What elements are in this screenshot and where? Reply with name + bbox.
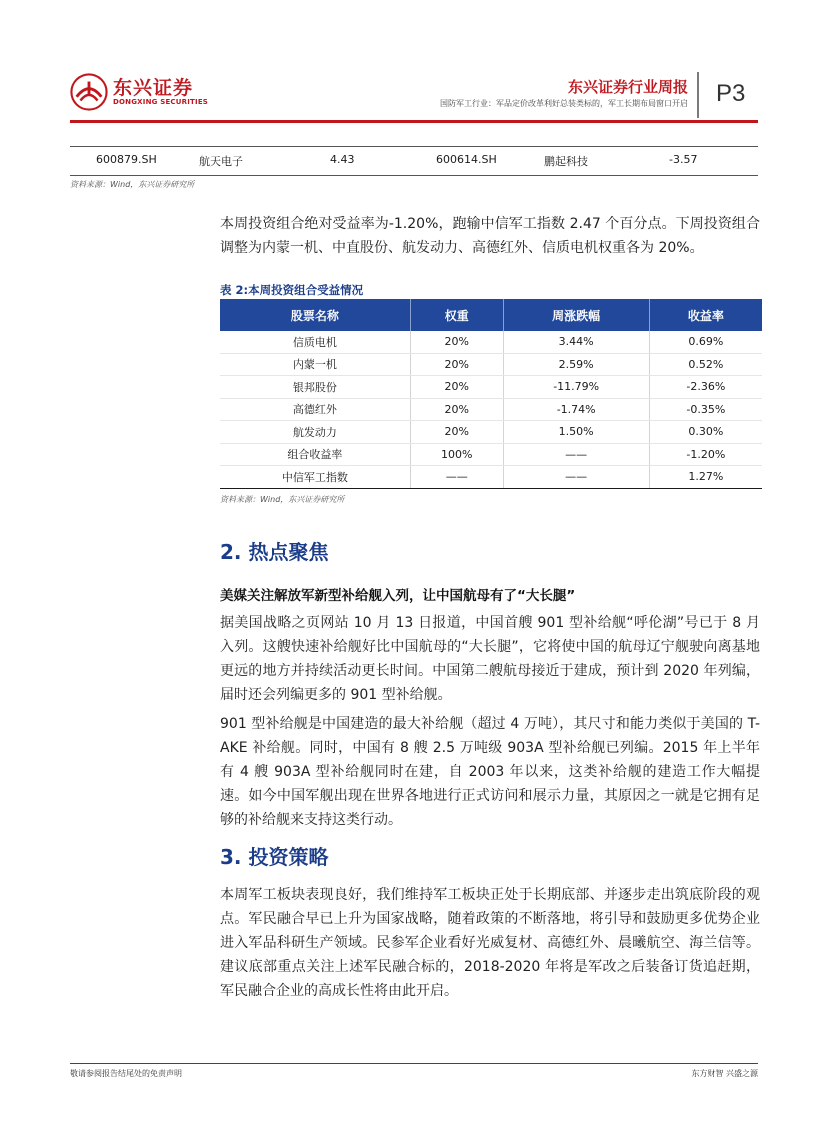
portfolio-table [220,299,762,489]
news-paragraph: 901 型补给舰是中国建造的最大补给舰（超过 4 万吨），其尺寸和能力类似于美国的 T-AKE 补给舰。同时，中国有 8 艘 2.5 万吨级 903A 型补给舰已列编。2015 年上半年有 4 艘 903A 型补给舰同时在建，自 2003 年以来，这类补给舰的建造工作大幅提速。如今中国军舰出现在世界各地进行正式访问和展示力量，其原因之一就是它拥有足够的补给舰来支持这类行动。 [220,716,760,828]
news-title: 美媒关注解放军新型补给舰入列，让中国航母有了“大长腿” [220,588,576,604]
header-divider [697,72,699,118]
table-cell: 航发动力 [220,421,410,444]
footer-rule [70,1063,758,1064]
table-cell: 20% [410,421,503,444]
table-row [220,353,762,376]
table-cell: 20% [410,376,503,399]
source-note: 资料来源：Wind，东兴证券研究所 [220,495,345,504]
stock-code: 600879.SH [96,153,157,166]
table-cell: 中信军工指数 [220,466,410,489]
table-cell: 0.30% [649,421,762,444]
table-row [220,331,762,353]
report-subtitle: 国防军工行业：军品定价改革利好总装类标的，军工长期布局窗口开启 [440,99,688,108]
table-row [220,466,762,489]
column-header: 股票名称 [220,299,410,331]
table-row [220,443,762,466]
section-heading: 3. 投资策略 [220,845,329,869]
news-paragraph: 据美国战略之页网站 10 月 13 日报道，中国首艘 901 型补给舰“呼伦湖”号已于 8 月入列。这艘快速补给舰好比中国航母的“大长腿”，它将使中国的航母辽宁舰驶向离基地更远的地方并持续活动更长时间。中国第二艘航母接近于建成，预计到 2020 年列编，届时还会列编更多的 901 型补给舰。 [220,615,760,703]
table-cell: 高德红外 [220,398,410,421]
table-row [220,421,762,444]
table-header-row [220,299,762,331]
table-cell: 信质电机 [220,331,410,353]
table-cell: 1.50% [503,421,649,444]
footer-slogan: 东方财智 兴盛之源 [691,1069,758,1078]
table-cell: 1.27% [649,466,762,489]
table-cell: 内蒙一机 [220,353,410,376]
table-cell: —— [503,443,649,466]
table-cell: -1.20% [649,443,762,466]
stock-code: 600614.SH [436,153,497,166]
table-cell: 100% [410,443,503,466]
column-header: 收益率 [649,299,762,331]
disclaimer-note: 敬请参阅报告结尾处的免责声明 [70,1069,182,1078]
logo-chinese-name: 东兴证券 [113,77,194,99]
report-title: 东兴证券行业周报 [567,78,688,96]
table-cell: 0.52% [649,353,762,376]
table-cell: 20% [410,331,503,353]
intro-paragraph: 本周投资组合绝对受益率为-1.20%，跑输中信军工指数 2.47 个百分点。下周投资组合调整为内蒙一机、中直股份、航发动力、高德红外、信质电机权重各为 20%。 [220,216,760,256]
table-cell: 0.69% [649,331,762,353]
table-row [220,376,762,399]
strategy-paragraph: 本周军工板块表现良好，我们维持军工板块正处于长期底部、并逐步走出筑底阶段的观点。军民融合早已上升为国家战略，随着政策的不断落地，将引导和鼓励更多优势企业进入军品科研生产领域。民参军企业看好光威复材、高德红外、晨曦航空、海兰信等。建议底部重点关注上述军民融合标的，2018-2020 年将是军改之后装备订货追赶期，军民融合企业的高成长性将由此开启。 [220,887,760,999]
table-row [70,146,758,176]
table-cell: —— [503,466,649,489]
stock-name: 航天电子 [199,155,243,168]
table-cell: 3.44% [503,331,649,353]
logo-english-name: DONGXING SECURITIES [113,98,209,106]
table-cell: -2.36% [649,376,762,399]
table-title: 表 2:本周投资组合受益情况 [220,283,364,297]
stock-name: 鹏起科技 [544,155,588,168]
stock-change: 4.43 [330,153,355,166]
source-note: 资料来源：Wind，东兴证券研究所 [70,180,195,189]
table-cell: 组合收益率 [220,443,410,466]
table-cell: 银邦股份 [220,376,410,399]
stock-change: -3.57 [669,153,698,166]
page-number: P3 [716,80,746,107]
column-header: 权重 [410,299,503,331]
table-cell: -1.74% [503,398,649,421]
table-cell: -11.79% [503,376,649,399]
header-rule [70,120,758,123]
table-cell: 2.59% [503,353,649,376]
table-cell: —— [410,466,503,489]
dongxing-logo-icon [70,73,108,111]
column-header: 周涨跌幅 [503,299,649,331]
table-row [220,398,762,421]
table-cell: -0.35% [649,398,762,421]
section-heading: 2. 热点聚焦 [220,540,329,564]
table-cell: 20% [410,353,503,376]
table-cell: 20% [410,398,503,421]
